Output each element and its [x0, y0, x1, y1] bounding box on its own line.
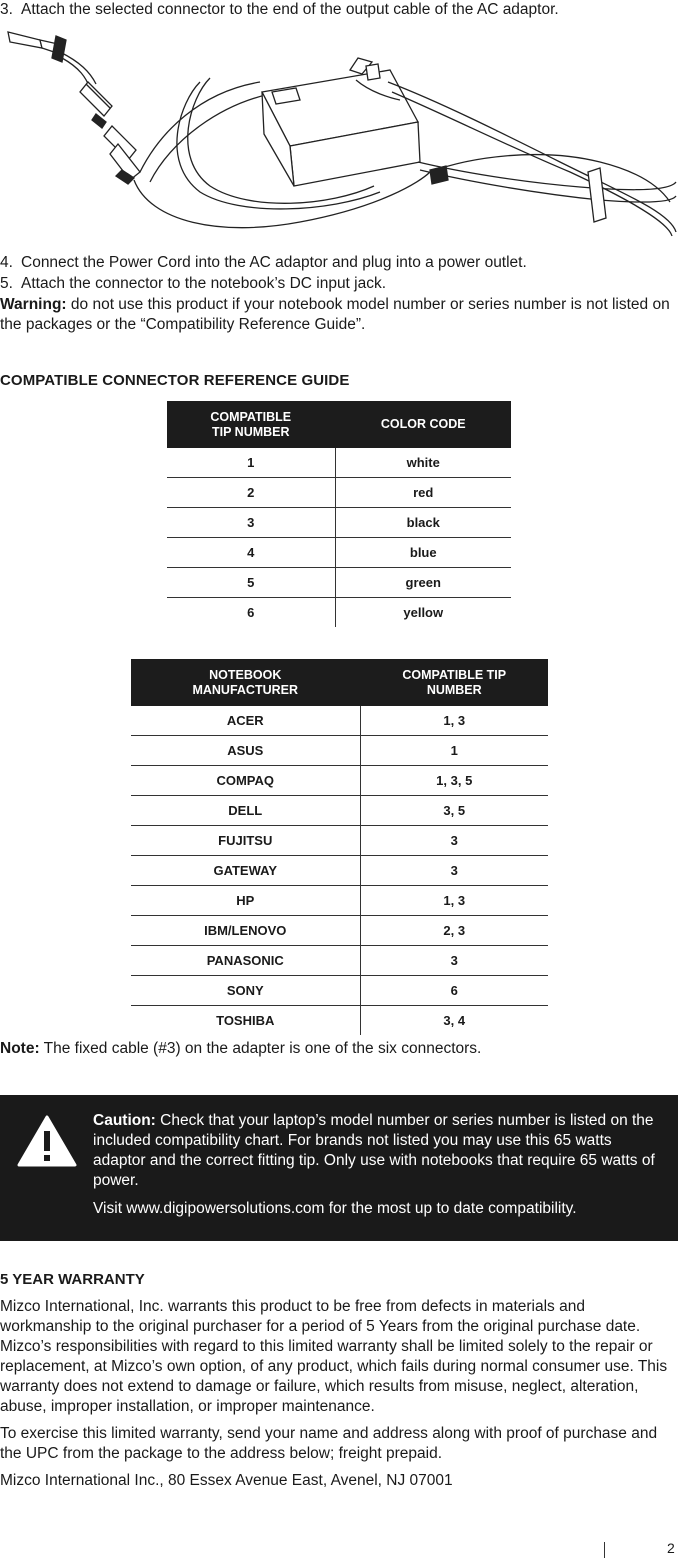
table-row — [131, 796, 548, 826]
column-header: COMPATIBLE TIP NUMBER — [167, 401, 335, 448]
table-cell: ACER — [131, 706, 360, 736]
table-row — [131, 736, 548, 766]
table-row — [131, 766, 548, 796]
table-row — [131, 916, 548, 946]
table-cell: 4 — [167, 538, 335, 568]
column-header: NOTEBOOK MANUFACTURER — [131, 659, 360, 706]
table-cell: SONY — [131, 976, 360, 1006]
table-header-row — [167, 401, 511, 448]
step-number: 4. — [0, 254, 13, 271]
table-cell: PANASONIC — [131, 946, 360, 976]
caution-label: Caution: — [93, 1112, 156, 1129]
table-cell: 3, 5 — [360, 796, 548, 826]
table-row — [131, 826, 548, 856]
warning-triangle-icon — [16, 1114, 78, 1168]
color-code-table — [167, 401, 511, 627]
table-cell: 6 — [360, 976, 548, 1006]
step-number: 3. — [0, 1, 13, 18]
table-row — [131, 976, 548, 1006]
table-cell: 3 — [167, 508, 335, 538]
table-header-row — [131, 659, 548, 706]
table-cell: 1, 3, 5 — [360, 766, 548, 796]
caution-paragraph — [93, 1111, 668, 1191]
warranty-paragraph: To exercise this limited warranty, send your name and address along with proof of purchase and the UPC from the package to the address below; freight prepaid. — [0, 1425, 658, 1462]
table-row — [131, 946, 548, 976]
table-row — [167, 478, 511, 508]
table-cell: 5 — [167, 568, 335, 598]
table-cell: ASUS — [131, 736, 360, 766]
table-cell: 3 — [360, 826, 548, 856]
column-header: COMPATIBLE TIP NUMBER — [360, 659, 548, 706]
table-cell: TOSHIBA — [131, 1006, 360, 1036]
table-cell: 1, 3 — [360, 886, 548, 916]
step-text: Connect the Power Cord into the AC adaptor and plug into a power outlet. — [21, 254, 527, 271]
table-cell: 1 — [167, 448, 335, 478]
caution-visit: Visit www.digipowersolutions.com for the most up to date compatibility. — [93, 1200, 577, 1217]
warranty-body — [0, 1297, 674, 1498]
table-cell: blue — [335, 538, 511, 568]
table-cell: 3, 4 — [443, 1013, 466, 1028]
page-number: 2 — [667, 1540, 675, 1556]
column-header: COLOR CODE — [335, 401, 511, 448]
table-cell: yellow — [403, 605, 444, 620]
note-text: The fixed cable (#3) on the adapter is one of the six connectors. — [39, 1040, 482, 1057]
step-text: Attach the selected connector to the end of the output cable of the AC adaptor. — [21, 1, 559, 18]
caution-text-block — [93, 1111, 668, 1227]
warranty-title: 5 YEAR WARRANTY — [0, 1271, 145, 1288]
table-row — [131, 856, 548, 886]
table-cell: green — [335, 568, 511, 598]
step-number: 5. — [0, 275, 13, 292]
table-row — [131, 1006, 548, 1036]
table-cell: IBM/LENOVO — [131, 916, 360, 946]
table-cell: DELL — [131, 796, 360, 826]
table-cell: red — [335, 478, 511, 508]
warning-label: Warning: — [0, 296, 67, 313]
table-cell: HP — [131, 886, 360, 916]
table-row — [131, 706, 548, 736]
step-3 — [0, 0, 559, 19]
table-cell: GATEWAY — [131, 856, 360, 886]
footer-divider — [604, 1542, 605, 1558]
step-text: Attach the connector to the notebook’s DC input jack. — [21, 275, 387, 292]
table-cell: 2, 3 — [360, 916, 548, 946]
table-row — [167, 598, 511, 628]
warning-text: do not use this product if your notebook model number or series number is not listed on the packages or the “Compatibility Reference Guide”. — [0, 296, 670, 333]
warranty-address: Mizco International Inc., 80 Essex Avenue East, Avenel, NJ 07001 — [0, 1472, 453, 1489]
table-cell: black — [335, 508, 511, 538]
table-row — [131, 886, 548, 916]
ac-adaptor-illustration — [0, 22, 678, 242]
table-cell: COMPAQ — [131, 766, 360, 796]
table-row — [167, 448, 511, 478]
table-cell: 6 — [167, 598, 335, 628]
table-cell: FUJITSU — [131, 826, 360, 856]
table-cell: white — [335, 448, 511, 478]
manufacturer-table — [131, 659, 548, 1035]
guide-title: COMPATIBLE CONNECTOR REFERENCE GUIDE — [0, 372, 350, 389]
table-cell: 1, 3 — [360, 706, 548, 736]
caution-box — [0, 1095, 678, 1241]
table-cell: 3 — [360, 946, 548, 976]
step-5 — [0, 274, 386, 293]
step-4 — [0, 253, 527, 272]
caution-text: Check that your laptop’s model number or series number is listed on the included compatibility chart. For brands not listed you may use this 65 watts adaptor and the correct fitting tip. Only use with notebooks that require 65 watts of power. — [93, 1112, 655, 1189]
note-label: Note: — [0, 1040, 40, 1057]
table-cell: 1 — [360, 736, 548, 766]
warranty-paragraph: Mizco International, Inc. warrants this product to be free from defects in materials and workmanship to the original purchaser for a period of 5 Years from the original purchase date. Mizco’s responsibilities with regard to this limited warranty shall be limited solely to the repair or replacement, at Mizco’s own option, of any product, which fails during normal consumer use. This warranty does not extend to damage or failure, which results from misuse, neglect, alteration, abuse, improper installation, or improper maintenance. — [0, 1298, 668, 1415]
warning-paragraph — [0, 295, 672, 335]
note-paragraph — [0, 1040, 481, 1058]
table-cell: 3 — [360, 856, 548, 886]
table-row — [167, 568, 511, 598]
table-row — [167, 538, 511, 568]
table-row — [167, 508, 511, 538]
table-cell: 2 — [167, 478, 335, 508]
